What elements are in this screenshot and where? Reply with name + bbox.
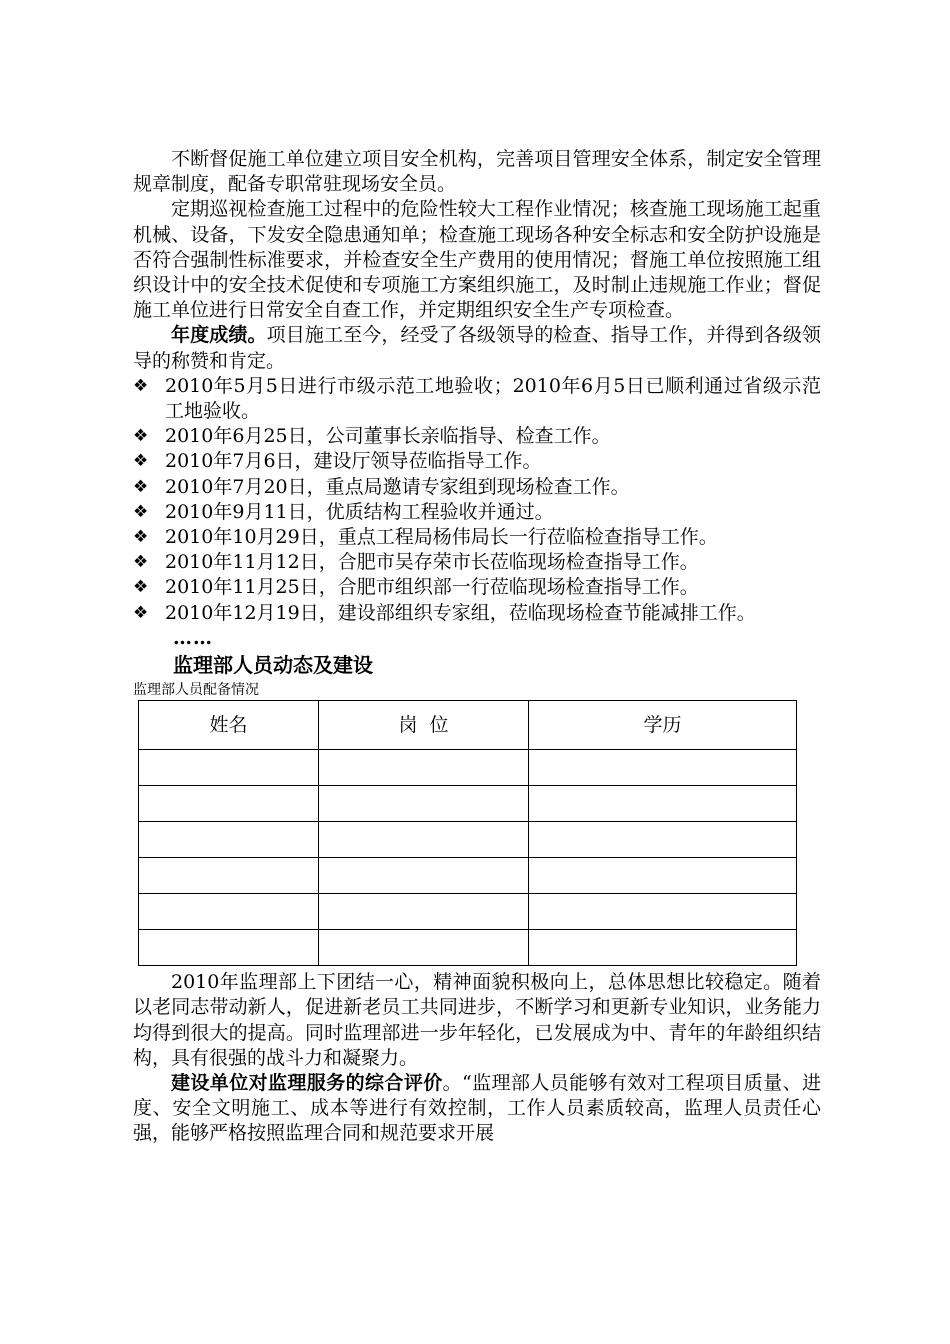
table-row (139, 750, 797, 786)
list-item (133, 424, 821, 449)
staff-development-paragraph: 2010年监理部上下团结一心，精神面貌积极向上，总体思想比较稳定。随着以老同志带动新人，促进新老员工共同进步，不断学习和更新专业知识，业务能力均得到很大的提高。同时监理部进一步年轻化，已发展成为中、青年的年龄组织结构，具有很强的战斗力和凝聚力。 (133, 971, 821, 1069)
table-row (139, 786, 797, 822)
diamond-bullet-icon: ❖ (133, 501, 149, 522)
diamond-bullet-icon: ❖ (133, 602, 149, 623)
table-cell (139, 894, 319, 930)
list-item (133, 449, 821, 474)
list-item-text: 2010年11月12日，合肥市吴存荣市长莅临现场检查指导工作。 (165, 551, 699, 574)
client-evaluation-label: 建设单位对监理服务的综合评价 (171, 1072, 443, 1095)
achievements-list (133, 374, 821, 626)
list-item (133, 575, 821, 600)
list-item-text: 2010年12月19日，建设部组织专家组，莅临现场检查节能减排工作。 (165, 601, 756, 624)
column-header-position: 岗 位 (319, 701, 529, 750)
table-cell (139, 822, 319, 858)
diamond-bullet-icon: ❖ (133, 451, 149, 472)
list-item (133, 374, 821, 424)
diamond-bullet-icon: ❖ (133, 577, 149, 598)
ellipsis: …… (173, 626, 213, 649)
client-evaluation-paragraph (133, 1071, 821, 1147)
section-heading: 监理部人员动态及建设 (173, 653, 373, 678)
table-cell (319, 858, 529, 894)
list-item-text: 2010年11月25日，合肥市组织部一行莅临现场检查指导工作。 (165, 576, 699, 599)
diamond-bullet-icon: ❖ (133, 426, 149, 447)
annual-achievements-label: 年度成绩。 (171, 324, 267, 347)
table-row (139, 930, 797, 966)
table-row (139, 858, 797, 894)
list-item (133, 550, 821, 575)
list-item (133, 475, 821, 500)
staff-table (138, 700, 797, 966)
table-row (139, 894, 797, 930)
table-cell (319, 750, 529, 786)
list-item-text: 2010年9月11日，优质结构工程验收并通过。 (165, 500, 554, 523)
client-evaluation-text: 。“监理部人员能够有效对工程项目质量、进度、安全文明施工、成本等进行有效控制，工作人员素质较高，监理人员责任心强，能够严格按照监理合同和规范要求开展 (133, 1072, 821, 1145)
inspection-paragraph: 定期巡视检查施工过程中的危险性较大工程作业情况；核查施工现场施工起重机械、设备，下发安全隐患通知单；检查施工现场各种安全标志和安全防护设施是否符合强制性标准要求，并检查安全生产费用的使用情况；督施工单位按照施工组织设计中的安全技术促使和专项施工方案组织施工，及时制止违规施工作业；督促施工单位进行日常安全自查工作，并定期组织安全生产专项检查。 (133, 198, 821, 322)
list-item (133, 500, 821, 525)
diamond-bullet-icon: ❖ (133, 527, 149, 548)
list-item-text: 2010年5月5日进行市级示范工地验收；2010年6月5日已顺利通过省级示范工地验收。 (165, 374, 821, 423)
table-header-row (139, 701, 797, 750)
table-cell (529, 894, 797, 930)
list-item (133, 601, 821, 626)
table-cell (139, 750, 319, 786)
table-cell (529, 930, 797, 966)
table-cell (319, 930, 529, 966)
list-item-text: 2010年7月6日，建设厅领导莅临指导工作。 (165, 450, 542, 473)
document-page (133, 147, 821, 1147)
table-cell (529, 786, 797, 822)
column-header-name: 姓名 (139, 701, 319, 750)
table-row (139, 822, 797, 858)
table-cell (139, 930, 319, 966)
list-item (133, 525, 821, 550)
table-cell (529, 822, 797, 858)
list-item-text: 2010年7月20日，重点局邀请专家组到现场检查工作。 (165, 475, 630, 498)
table-cell (139, 786, 319, 822)
table-cell (529, 858, 797, 894)
table-cell (319, 786, 529, 822)
table-cell (529, 750, 797, 786)
table-caption: 监理部人员配备情况 (133, 682, 259, 699)
table-cell (319, 894, 529, 930)
table-cell (319, 822, 529, 858)
diamond-bullet-icon: ❖ (133, 552, 149, 573)
annual-achievements-text: 项目施工至今，经受了各级领导的检查、指导工作，并得到各级领导的称赞和肯定。 (133, 324, 821, 372)
list-item-text: 2010年6月25日，公司董事长亲临指导、检查工作。 (165, 425, 611, 448)
diamond-bullet-icon: ❖ (133, 375, 149, 396)
column-header-education: 学历 (529, 701, 797, 750)
annual-achievements-paragraph (133, 323, 821, 373)
safety-system-paragraph: 不断督促施工单位建立项目安全机构，完善项目管理安全体系，制定安全管理规章制度，配备专职常驻现场安全员。 (133, 148, 821, 196)
list-item-text: 2010年10月29日，重点工程局杨伟局长一行莅临检查指导工作。 (165, 526, 718, 549)
table-cell (139, 858, 319, 894)
diamond-bullet-icon: ❖ (133, 476, 149, 497)
